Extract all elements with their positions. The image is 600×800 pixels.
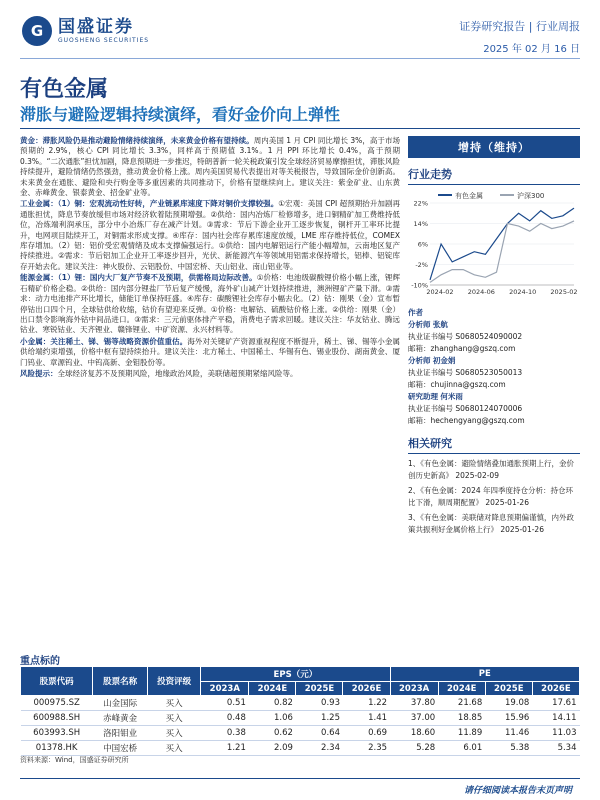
- paragraph-text: ①价格：电池级碳酸锂价格小幅上涨，锂辉石精矿价格企稳。②供给：国内部分锂盐厂节后复产缓慢，海外矿山减产计划持续推进，澳洲锂矿产量下滑。③需求：动力电池排产环比增长，储能订单保持旺盛。④库存：碳酸锂社会库存小幅去化。（2）钴：刚果（金）宣布暂停钴出口四个月，全球钴供给收缩，钴价有望迎来反弹。①价格：电解钴、硫酸钴价格上涨。②供给：刚果（金）出口禁令影响海外钴中间品进口。③需求：三元前驱体排产平稳，消费电子需求回暖。建议关注：华友钴业、腾远钴业、寒锐钴业、天齐锂业、赣锋锂业、中矿资源、永兴材料等。: [20, 273, 400, 335]
- table-cell: 5.34: [532, 741, 579, 756]
- legend-label: 有色金属: [455, 192, 483, 200]
- table-cell: 0.48: [201, 711, 249, 726]
- paragraph-lead: 能源金属：（1）锂：国内大厂复产节奏不及预期，供需格局边际改善。: [20, 273, 257, 283]
- report-body: [20, 136, 400, 646]
- sidebar: [408, 136, 580, 539]
- logo-english: GUOSHENG SECURITIES: [58, 37, 150, 44]
- table-row: [21, 741, 580, 756]
- table-cell: 6.01: [438, 741, 485, 756]
- analyst-role: 分析师: [408, 320, 431, 329]
- stock-name: 中国宏桥: [93, 741, 148, 756]
- stock-name: 洛阳钼业: [93, 726, 148, 741]
- table-cell: 21.68: [438, 696, 485, 711]
- related-section-title: 相关研究: [408, 435, 580, 454]
- title-divider: [20, 128, 580, 129]
- trend-section-title: 行业走势: [408, 166, 580, 185]
- table-cell: 0.93: [296, 696, 343, 711]
- stock-code: 000975.SZ: [21, 696, 93, 711]
- table-cell: 0.38: [201, 726, 249, 741]
- related-item[interactable]: 1、《有色金属：避险情绪叠加通胀预期上行，金价创历史新高》 2025-02-09: [408, 459, 575, 480]
- analyst-entry: [408, 307, 580, 319]
- header-divider: [20, 58, 580, 59]
- page-title: 有色金属: [20, 76, 109, 102]
- trend-chart: [408, 189, 580, 301]
- analyst-entry: [408, 355, 580, 391]
- paragraph-text: 海外对关键矿产资源重视程度不断提升，稀土、锑、锡等小金属供给端约束增强，价格中枢有望持续抬升。建议关注：北方稀土、中国稀土、华锡有色、锡业股份、湖南黄金、厦门钨业、章源钨业、中钨高新、金钼股份等。: [20, 336, 400, 367]
- table-cell: 0.62: [249, 726, 296, 741]
- report-header: [0, 0, 600, 62]
- body-paragraph: [20, 199, 400, 272]
- body-paragraph: [20, 273, 400, 335]
- table-cell: 1.25: [296, 711, 343, 726]
- table-cell: 0.69: [343, 726, 390, 741]
- table-source: 资料来源：Wind，国盛证券研究所: [20, 756, 129, 764]
- col-year: 2026E: [532, 682, 579, 696]
- table-cell: 0.82: [249, 696, 296, 711]
- table-cell: 1.06: [249, 711, 296, 726]
- col-code: 股票代码: [21, 667, 93, 696]
- col-name: 股票名称: [93, 667, 148, 696]
- col-year: 2024E: [438, 682, 485, 696]
- page-footer: [0, 778, 600, 800]
- table-cell: 19.08: [485, 696, 532, 711]
- table-cell: 0.51: [201, 696, 249, 711]
- table-cell: 11.03: [532, 726, 579, 741]
- analyst-email[interactable]: 邮箱：chujinna@gszq.com: [408, 380, 506, 389]
- table-cell: 11.89: [438, 726, 485, 741]
- analyst-license: 执业证书编号 S0680523050013: [408, 368, 523, 377]
- x-tick-label: 2024-02: [426, 288, 454, 296]
- body-paragraph: [20, 136, 400, 198]
- analyst-name: 张航: [432, 320, 448, 329]
- related-item[interactable]: 3、《有色金属：美联储对降息预期偏谨慎，内外政策共振利好金属价格上行》 2025-01-26: [408, 513, 575, 534]
- table-header-row: [21, 667, 580, 682]
- table-title: 重点标的: [20, 656, 60, 667]
- analyst-name: 初金娟: [432, 356, 456, 365]
- paragraph-lead: 风险提示：: [20, 368, 58, 378]
- y-tick-label: 14%: [413, 220, 428, 228]
- col-year: 2025E: [296, 682, 343, 696]
- table-row: [21, 696, 580, 711]
- table-cell: 1.41: [343, 711, 390, 726]
- related-item[interactable]: 2、《有色金属：2024 年四季度持仓分析：持仓环比下滑，顺周期配置》 2025-01-26: [408, 486, 573, 507]
- page-subtitle: 滞胀与避险逻辑持续演绎，看好金价向上弹性: [20, 105, 341, 124]
- footer-disclaimer: 请仔细阅读本报告末页声明: [463, 786, 572, 796]
- table-cell: 2.34: [296, 741, 343, 756]
- analyst-role: 分析师: [408, 356, 431, 365]
- stock-rating: 买入: [147, 696, 200, 711]
- col-year: 2025E: [485, 682, 532, 696]
- paragraph-text: ①宏观：美国 CPI 超预期抬升加剧再通胀担忧，降息节奏放缓但市场对经济软着陆预期增强。②供给：国内冶炼厂检修增多，进口铜精矿加工费维持低位，冶炼端利润承压，部分中小冶炼厂存在减产计划。③需求：节后下游企业开工逐步恢复，铜杆开工率环比提升，电网项目陆续开工，对铜需求形成支撑。④库存：国内社会库存累库速度放缓，LME 库存维持低位，COMEX 库存增加。（2）铝：铝价受宏观情绪及成本支撑偏强运行。①供给：国内电解铝运行产能小幅增加，云南地区复产持续推进。②需求：节后铝加工企业开工率逐步回升，光伏、新能源汽车等领域用铝需求保持增长，铝棒、铝锭库存开始去化。建议关注：神火股份、云铝股份、中国宏桥、天山铝业、南山铝业等。: [20, 199, 400, 271]
- table-cell: 1.22: [343, 696, 390, 711]
- col-year: 2026E: [343, 682, 390, 696]
- y-tick-label: -2%: [415, 261, 428, 269]
- table-row: [21, 711, 580, 726]
- table-cell: 18.85: [438, 711, 485, 726]
- stock-rating: 买入: [147, 711, 200, 726]
- x-tick-label: 2024-10: [509, 288, 537, 296]
- table-cell: 18.60: [390, 726, 438, 741]
- stock-rating: 买入: [147, 726, 200, 741]
- table-cell: 2.35: [343, 741, 390, 756]
- table-cell: 2.09: [249, 741, 296, 756]
- y-tick-label: 22%: [413, 199, 428, 208]
- table-cell: 1.21: [201, 741, 249, 756]
- stock-rating: 买入: [147, 741, 200, 756]
- stock-code: 603993.SH: [21, 726, 93, 741]
- table-cell: 14.11: [532, 711, 579, 726]
- table-cell: 5.28: [390, 741, 438, 756]
- table-cell: 37.80: [390, 696, 438, 711]
- paragraph-lead: 小金属：关注稀土、锑、锡等战略资源价值重估。: [20, 336, 188, 346]
- trend-chart-svg: [408, 189, 580, 301]
- y-tick-label: 6%: [417, 240, 428, 249]
- analyst-email[interactable]: 邮箱：hechengyang@gszq.com: [408, 416, 525, 425]
- paragraph-text: 全球经济复苏不及预期风险，地缘政治风险，美联储超预期紧缩风险等。: [57, 368, 298, 378]
- table-cell: 17.61: [532, 696, 579, 711]
- stock-code: 600988.SH: [21, 711, 93, 726]
- table-cell: 37.00: [390, 711, 438, 726]
- stock-code: 01378.HK: [21, 741, 93, 756]
- stock-name: 赤峰黄金: [93, 711, 148, 726]
- table-cell: 0.64: [296, 726, 343, 741]
- col-rating: 投资评级: [147, 667, 200, 696]
- paragraph-lead: 黄金：滞胀风险仍是推动避险情绪持续演绎，未来黄金价格有望持续。: [20, 136, 254, 145]
- analyst-license: 执业证书编号 S0680524090002: [408, 332, 523, 341]
- analyst-entry: [408, 319, 580, 355]
- analyst-entry: [408, 391, 580, 427]
- col-year: 2024E: [249, 682, 296, 696]
- paragraph-text: 周内美国 1 月 CPI 同比增长 3%，高于市场预期的 2.9%，核心 CPI 同比增长 3.3%，同样高于预期值 3.1%。1 月 PPI 环比增长 0.4%，高于预期 0.3%。“二次通胀”担忧加剧，降息预期进一步推迟，特朗普新一轮关税政策引发全球经济贸易摩擦担忧，滞胀风险持续提升，避险情绪仍然强劲，推动黄金价格上涨。周内美国贸易代表提出对等关税报告，导致国际金价创新高。未来黄金在通胀、避险和央行购金等多重因素的共同推动下，价格有望继续向上。建议关注：紫金矿业、山东黄金、赤峰黄金、银泰黄金、招金矿业等。: [20, 136, 400, 198]
- analyst-email[interactable]: 邮箱：zhanghang@gszq.com: [408, 344, 516, 353]
- analyst-role: 作者: [408, 308, 423, 317]
- body-paragraph: [20, 337, 400, 368]
- body-paragraph: [20, 369, 400, 379]
- analyst-role: 研究助理: [408, 392, 438, 401]
- key-stocks-table: [20, 666, 580, 756]
- rating-badge: 增持（维持）: [408, 136, 580, 158]
- table-cell: 11.46: [485, 726, 532, 741]
- analyst-license: 执业证书编号 S0680124070006: [408, 404, 523, 413]
- y-tick-label: -10%: [411, 281, 428, 290]
- x-tick-label: 2025-02: [550, 288, 578, 296]
- logo-name: 国盛证券: [58, 17, 134, 37]
- col-pe-group: PE: [390, 667, 579, 682]
- series-line-csi300: [430, 221, 574, 283]
- col-year: 2023A: [390, 682, 438, 696]
- report-type: 证券研究报告 | 行业周报: [459, 20, 580, 33]
- logo-icon: G: [22, 16, 52, 46]
- col-year: 2023A: [201, 682, 249, 696]
- analyst-list: [408, 307, 580, 427]
- related-list: [408, 458, 580, 536]
- table-cell: 5.38: [485, 741, 532, 756]
- table-row: [21, 726, 580, 741]
- analyst-name: 何米雨: [440, 392, 463, 401]
- col-eps-group: EPS（元）: [201, 667, 390, 682]
- paragraph-lead: 工业金属：（1）铜：宏观流动性好转，产业链累库速度下降对铜价支撑较强。: [20, 199, 279, 209]
- x-tick-label: 2024-06: [467, 288, 495, 296]
- footer-divider: [20, 778, 580, 779]
- stock-name: 山金国际: [93, 696, 148, 711]
- report-date: 2025 年 02 月 16 日: [483, 44, 580, 55]
- table-cell: 15.96: [485, 711, 532, 726]
- legend-label: 沪深300: [517, 192, 545, 200]
- company-logo: [22, 16, 149, 46]
